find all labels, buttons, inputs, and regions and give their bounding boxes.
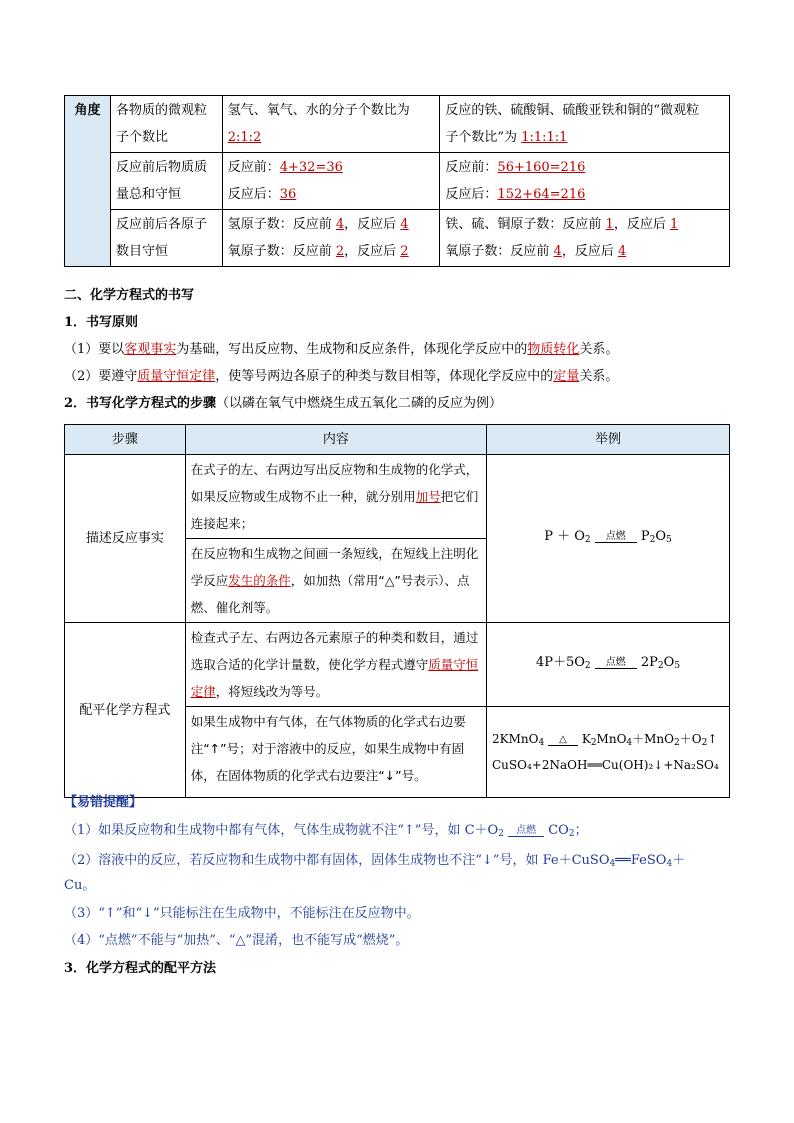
row-label-micro: 各物质的微观粒 子个数比 <box>110 96 222 153</box>
content-describe-2: 在反应物和生成物之间画一条短线，在短线上注明化学反应发生的条件，如加热（常用“△”号表示）、点燃、催化剂等。 <box>185 539 486 623</box>
principle-1: （1）要以客观事实为基础，写出反应物、生成物和反应条件，体现化学反应中的物质转化关系。 <box>64 342 619 357</box>
tip-2: （2）溶液中的反应，若反应物和生成物中都有固体，固体生成物也不注“↓”号，如 Fe＋CuSO$_4$══FeSO$_4$＋ <box>64 853 686 869</box>
cell-iron-mass: 反应前：56+160=216 反应后：152+64=216 <box>440 153 730 210</box>
example-gas-precipitate <box>487 707 730 798</box>
example-describe: $P + O_2$ 点燃 $P_2O_5$ <box>487 455 730 623</box>
content-describe-1: 在式子的左、右两边写出反应物和生成物的化学式，如果反应物或生成物不止一种，就分别用加号把它们连接起来； <box>185 455 486 539</box>
cell-iron-ratio: 反应的铁、硫酸铜、硫酸亚铁和铜的“微观粒 子个数比”为 1:1:1:1 <box>440 96 730 153</box>
sub3-title: 3．化学方程式的配平方法 <box>64 961 217 976</box>
tip-2-cont: Cu。 <box>64 878 96 893</box>
sub1-title: 1．书写原则 <box>64 315 139 330</box>
equation-cuso4: CuSO₄+2NaOH══Cu(OH)₂↓+Na₂SO₄ <box>492 758 719 772</box>
content-balance-2: 如果生成物中有气体，在气体物质的化学式右边要注“↑”号；对于溶液中的反应，如果生成物中有固体，在固体物质的化学式右边要注“↓”号。 <box>185 707 486 798</box>
header-example: 举例 <box>487 425 730 455</box>
steps-table <box>64 424 730 798</box>
principle-2: （2）要遵守质量守恒定律，使等号两边各原子的种类与数目相等，体现化学反应中的定量关系。 <box>64 369 619 384</box>
cell-water-atoms: 氢原子数：反应前 4，反应后 4 氧原子数：反应前 2，反应后 2 <box>222 210 440 267</box>
cell-iron-atoms: 铁、硫、铜原子数：反应前 1，反应后 1 氧原子数：反应前 4，反应后 4 <box>440 210 730 267</box>
header-step: 步骤 <box>65 425 186 455</box>
step-describe: 描述反应事实 <box>65 455 186 623</box>
row-label-atoms: 反应前后各原子 数目守恒 <box>110 210 222 267</box>
header-content: 内容 <box>185 425 486 455</box>
equation-kmno4: 2KMnO$_4$ △ $K_2MnO_4+MnO_2+O_2↑$ <box>492 732 718 748</box>
tip-4: （4）“点燃”不能与“加热”、“△”混淆，也不能写成“燃烧”。 <box>64 933 409 948</box>
step-balance: 配平化学方程式 <box>65 623 186 798</box>
tip-1: （1）如果反应物和生成物中都有气体，气体生成物就不注“↑”号，如 $C+O_2$ 点燃 $CO_2$； <box>64 823 588 839</box>
row-label-mass: 反应前后物质质 量总和守恒 <box>110 153 222 210</box>
micro-perspective-table <box>64 95 730 267</box>
angle-header: 角度 <box>65 96 111 267</box>
example-balance: $4P+5O_2$ 点燃 $2P_2O_5$ <box>487 623 730 707</box>
cell-water-ratio: 氢气、氧气、水的分子个数比为 2:1:2 <box>222 96 440 153</box>
sub2-title: 2．书写化学方程式的步骤（以磷在氧气中燃烧生成五氧化二磷的反应为例） <box>64 396 503 411</box>
content-balance-1: 检查式子左、右两边各元素原子的种类和数目，通过选取合适的化学计量数，使化学方程式遵守质量守恒定律，将短线改为等号。 <box>185 623 486 707</box>
tip-3: （3）“↑”和“↓”只能标注在生成物中，不能标注在反应物中。 <box>64 906 420 921</box>
tip-title: 【易错提醒】 <box>64 795 143 810</box>
section2-title: 二、化学方程式的书写 <box>64 288 195 303</box>
cell-water-mass: 反应前：4+32=36 反应后：36 <box>222 153 440 210</box>
